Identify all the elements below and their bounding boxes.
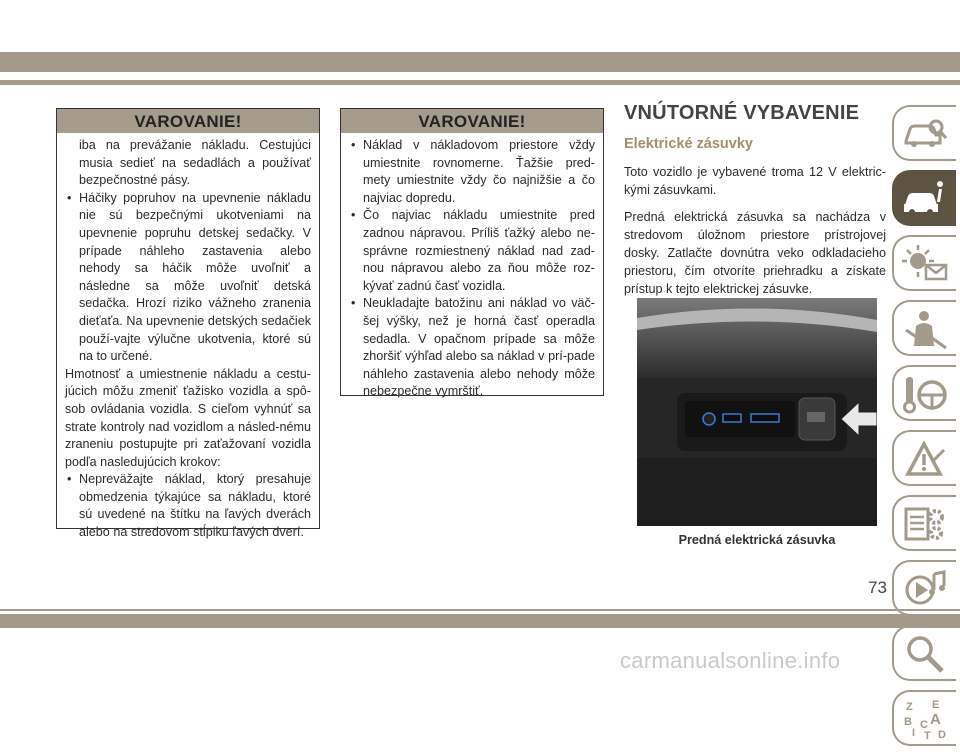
page-number: 73 <box>868 578 887 597</box>
tab-dashboard-lights[interactable] <box>892 235 956 291</box>
warning-title: VAROVANIE! <box>57 109 319 133</box>
bottom-band-thin <box>0 609 960 611</box>
photo-caption: Predná elektrická zásuvka <box>678 533 836 547</box>
warning-bullet: • Háčiky popruhov na upevnenie nákladu nie sú bezpečnými ukotveniami na upevnenie popruhu detskej sedačky. V prípade náhleho zastavenia alebo nehody sa háčik môže uvoľniť a následne sa môže uvoľniť detská sedačka. Hrozí riziko vážneho zranenia dieťaťa. Na upevnenie detských sedačiek použí-vajte výlučne ukotvenia, ktoré sú na to určené. <box>65 190 311 366</box>
index-letter: I <box>912 727 916 739</box>
top-band <box>0 52 960 72</box>
warning-bullet: • Náklad v nákladovom priestore vždy umiestnite rovnomerne. Ťažšie pred-mety umiestnite vždy čo najnižšie a čo najviac dopredu. <box>349 137 595 207</box>
tab-safety[interactable] <box>892 300 956 356</box>
tab-service[interactable] <box>892 495 956 551</box>
warning-intro: iba na prevážanie nákladu. Cestujúci musia sedieť na sedadlách a používať bezpečnostné pásy. <box>79 138 311 188</box>
warning-box-1 <box>56 108 320 540</box>
tab-starting-driving[interactable] <box>892 365 956 421</box>
top-band-thin <box>0 80 960 85</box>
index-letter: E <box>932 699 940 711</box>
car-search-icon <box>902 113 948 155</box>
tab-index[interactable] <box>892 690 956 746</box>
index-letter: B <box>904 716 912 728</box>
tab-multimedia[interactable] <box>892 560 956 616</box>
warning-triangle-icon <box>902 438 948 480</box>
index-letters-icon <box>902 698 948 740</box>
service-gear-icon <box>902 503 948 545</box>
power-outlet-photo <box>637 298 877 526</box>
tab-search[interactable] <box>892 625 956 681</box>
index-letter: C <box>920 719 928 731</box>
search-icon <box>902 633 948 675</box>
index-letter: A <box>930 711 941 728</box>
multimedia-icon <box>902 568 948 610</box>
tab-car-info[interactable] <box>892 170 956 226</box>
warning-bullet: • Neukladajte batožinu ani náklad vo väč-šej výšky, než je horná časť operadla sedadla. V opačnom prípade sa môže zhoršiť výhľad alebo sa náklad v prí-pade náhleho zastavenia alebo nehody môže nebezpečne vymrštiť. <box>349 295 595 401</box>
car-info-icon <box>902 178 948 220</box>
chapter-tabs <box>892 105 960 755</box>
warning-title: VAROVANIE! <box>341 109 603 133</box>
warning-box-2 <box>340 108 604 399</box>
car-safety-icon <box>902 308 948 350</box>
warning-paragraph: Hmotnosť a umiestnenie nákladu a cestu-júcich môžu zmeniť ťažisko vozidla a spô-sob ovládania vozidla. S cieľom vyhnúť sa strate kontroly nad vozidlom a násled-nému zraneniu postupujte pri zaťažovaní vozidla podľa nasledujúcich krokov: <box>65 366 311 469</box>
key-steering-icon <box>902 373 948 415</box>
section-title: VNÚTORNÉ VYBAVENIE <box>624 102 860 124</box>
index-letter: Z <box>906 701 913 713</box>
watermark: carmanualsonline.info <box>620 648 841 673</box>
tab-car-search[interactable] <box>892 105 956 161</box>
index-letter: D <box>938 729 946 740</box>
warning-bullet: • Nepreväžajte náklad, ktorý presahuje obmedzenia týkajúce sa nákladu, ktoré sú uvedené na štítku na ľavých dverách alebo na stredovom stĺpiku ľavých dverí. <box>65 471 311 541</box>
bottom-band <box>0 614 960 628</box>
index-letter: T <box>924 730 931 740</box>
dashboard-light-message-icon <box>902 243 948 285</box>
body-paragraph: Toto vozidlo je vybavené troma 12 V elektric-kými zásuvkami. <box>624 165 886 197</box>
tab-emergency[interactable] <box>892 430 956 486</box>
section-subtitle: Elektrické zásuvky <box>624 136 753 152</box>
warning-bullet: • Čo najviac nákladu umiestnite pred zadnou nápravou. Príliš ťažký alebo ne-správne rozmiestnený náklad nad zad-nou nápravou alebo za ňou môže roz-kývať zadnú časť vozidla. <box>349 207 595 295</box>
body-paragraph: Predná elektrická zásuvka sa nachádza v stredovom úložnom priestore prístrojovej dosky. Zatlačte dovnútra veko odkladacieho priestoru, čím otvoríte priehradku a získate prístup k tejto elektrickej zásuvke. <box>624 210 886 296</box>
